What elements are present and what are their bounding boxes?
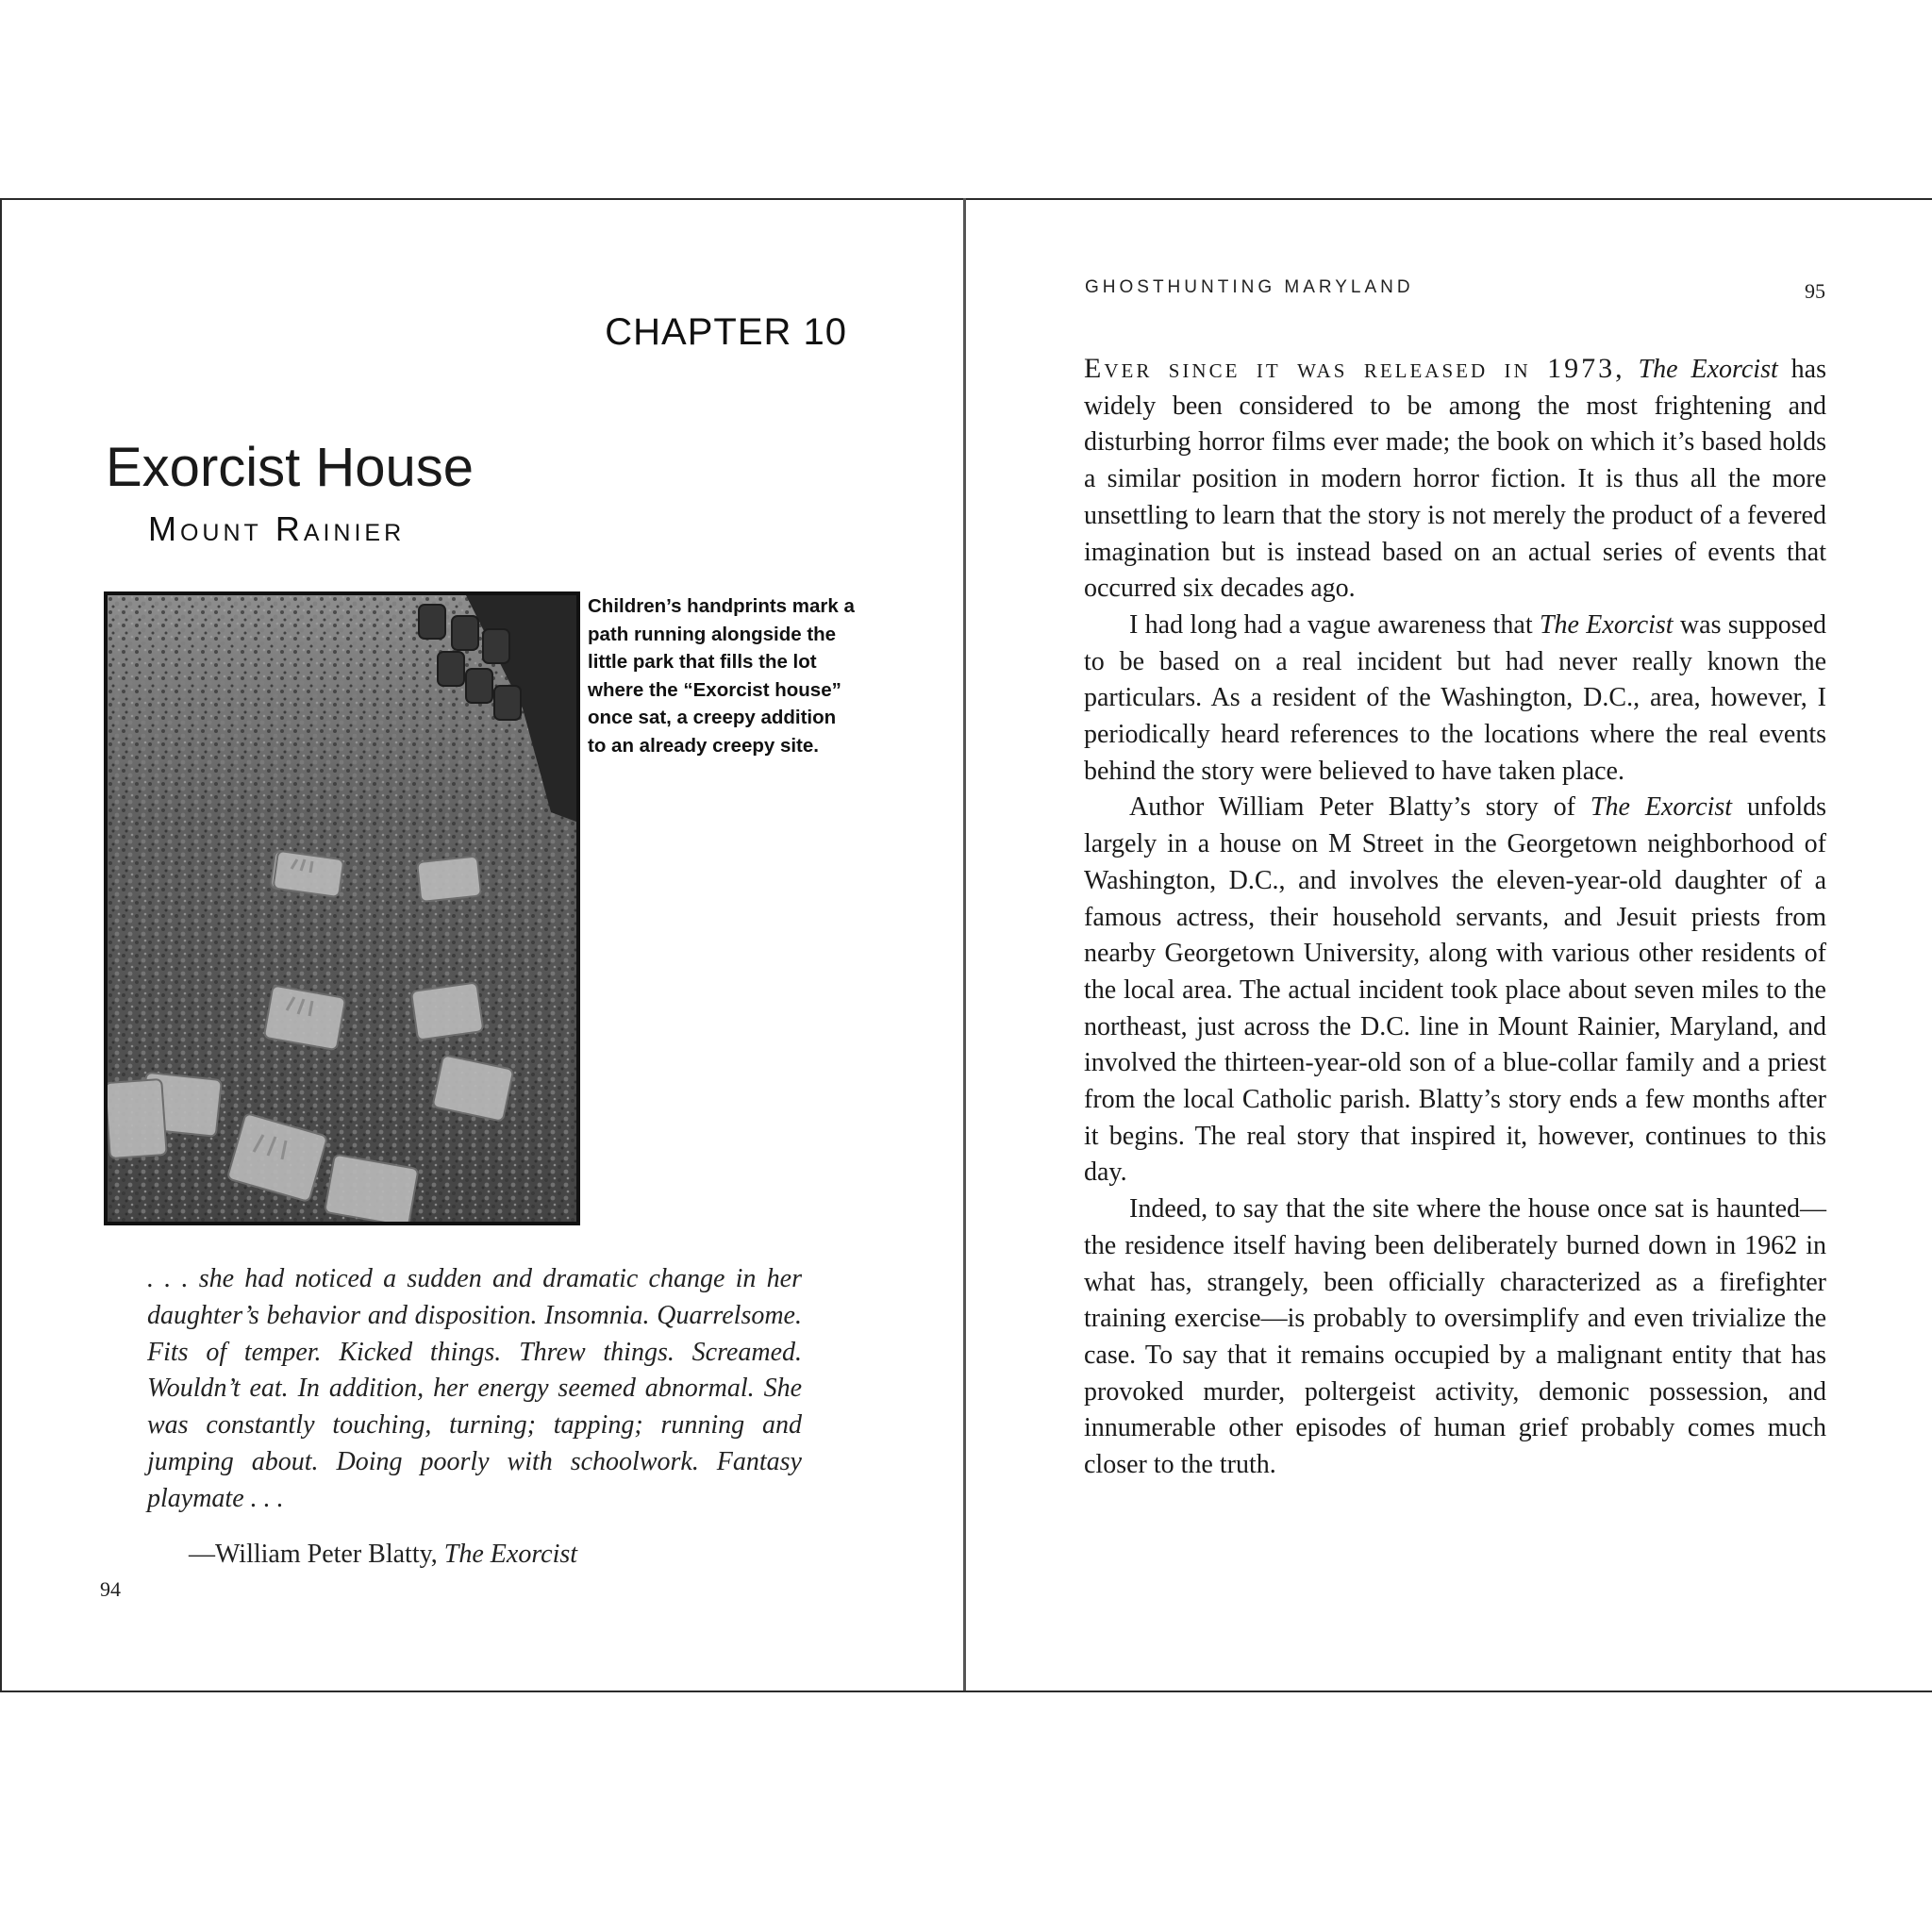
paragraph-2 (1084, 608, 1826, 791)
lead-in: Ever since it was released in 1973, (1084, 353, 1625, 384)
paragraph-3-text-b: unfolds largely in a house on M Street in the Georgetown neighborhood of Washington, D.C., and involves the eleven-year-old daughter of a famous actress, their household servants, and Jesuit priests from nearby Georgetown University, along with various other residents of the local area. The actual incident took place about seven miles to the northeast, just across the D.C. line in Mount Rainier, Maryland, and involved the thirteen-year-old son of a blue-collar family and a priest from the local Catholic parish. Blatty’s story ends a few months after it begins. The real story that inspired it, however, continues to this day. (1084, 792, 1827, 1188)
page-number-right: 95 (1805, 279, 1825, 303)
handprints-path-illustration (108, 595, 576, 1222)
chapter-number: CHAPTER 10 (605, 311, 847, 353)
book-title: The Exorcist (1590, 792, 1733, 823)
epigraph-attribution (189, 1540, 577, 1570)
attribution-author: —William Peter Blatty, (189, 1540, 444, 1569)
chapter-title: Exorcist House (106, 437, 475, 498)
paragraph-1 (1084, 351, 1826, 608)
paragraph-1-text: has widely been considered to be among the most frightening and disturbing horror films ever made; the book on which it’s based holds a similar position in modern horror fiction. It is thus all the more unsettling to learn that the story is not merely the product of a fevered imagination but is instead based on an actual series of events that occurred six decades ago. (1084, 355, 1826, 604)
epigraph: . . . she had noticed a sudden and dramatic change in her daughter’s behavior and disposition. Insomnia. Quarrelsome. Fits of temper. Kicked things. Threw things. Screamed. Wouldn’t eat. In addition, her energy seemed abnormal. She was constantly touching, turning; tapping; running and jumping about. Doing poorly with schoolwork. Fantasy playmate . . . (147, 1264, 802, 1513)
paragraph-4: Indeed, to say that the site where the house once sat is haunted—the residence itself having been deliberately burned down in 1962 in what has, strangely, been officially characterized as a firefighter training exercise—is probably to oversimplify and even trivialize the case. To say that it remains occupied by a malignant entity that has provoked murder, poltergeist activity, demonic possession, and innumerable other episodes of human grief probably comes much closer to the truth. (1084, 1194, 1826, 1480)
paragraph-2-text-a: I had long had a vague awareness that (1129, 609, 1533, 640)
chapter-subtitle: Mount Rainier (148, 509, 406, 548)
handprints-path-photo (104, 591, 580, 1225)
body-text (1084, 351, 1826, 1484)
book-title: The Exorcist (1638, 355, 1778, 384)
attribution-work-title: The Exorcist (443, 1540, 578, 1569)
book-title: The Exorcist (1539, 609, 1674, 640)
paragraph-2-text-b: was supposed to be based on a real incident but had never really known the particulars. As a resident of the Washington, D.C., area, however, I periodically heard references to the locations where the real events behind the story were believed to have taken place. (1084, 609, 1827, 786)
paragraph-3-text-a: Author William Peter Blatty’s story of (1129, 792, 1575, 823)
page-gutter (963, 198, 966, 1690)
running-head: GHOSTHUNTING MARYLAND (1085, 277, 1414, 297)
paragraph-3 (1084, 790, 1826, 1191)
photo-caption: Children’s handprints mark a path running alongside the little park that fills the lot where the “Exorcist house” once sat, a creepy addition to an already creepy site. (588, 595, 855, 757)
page-number-left: 94 (100, 1577, 121, 1601)
